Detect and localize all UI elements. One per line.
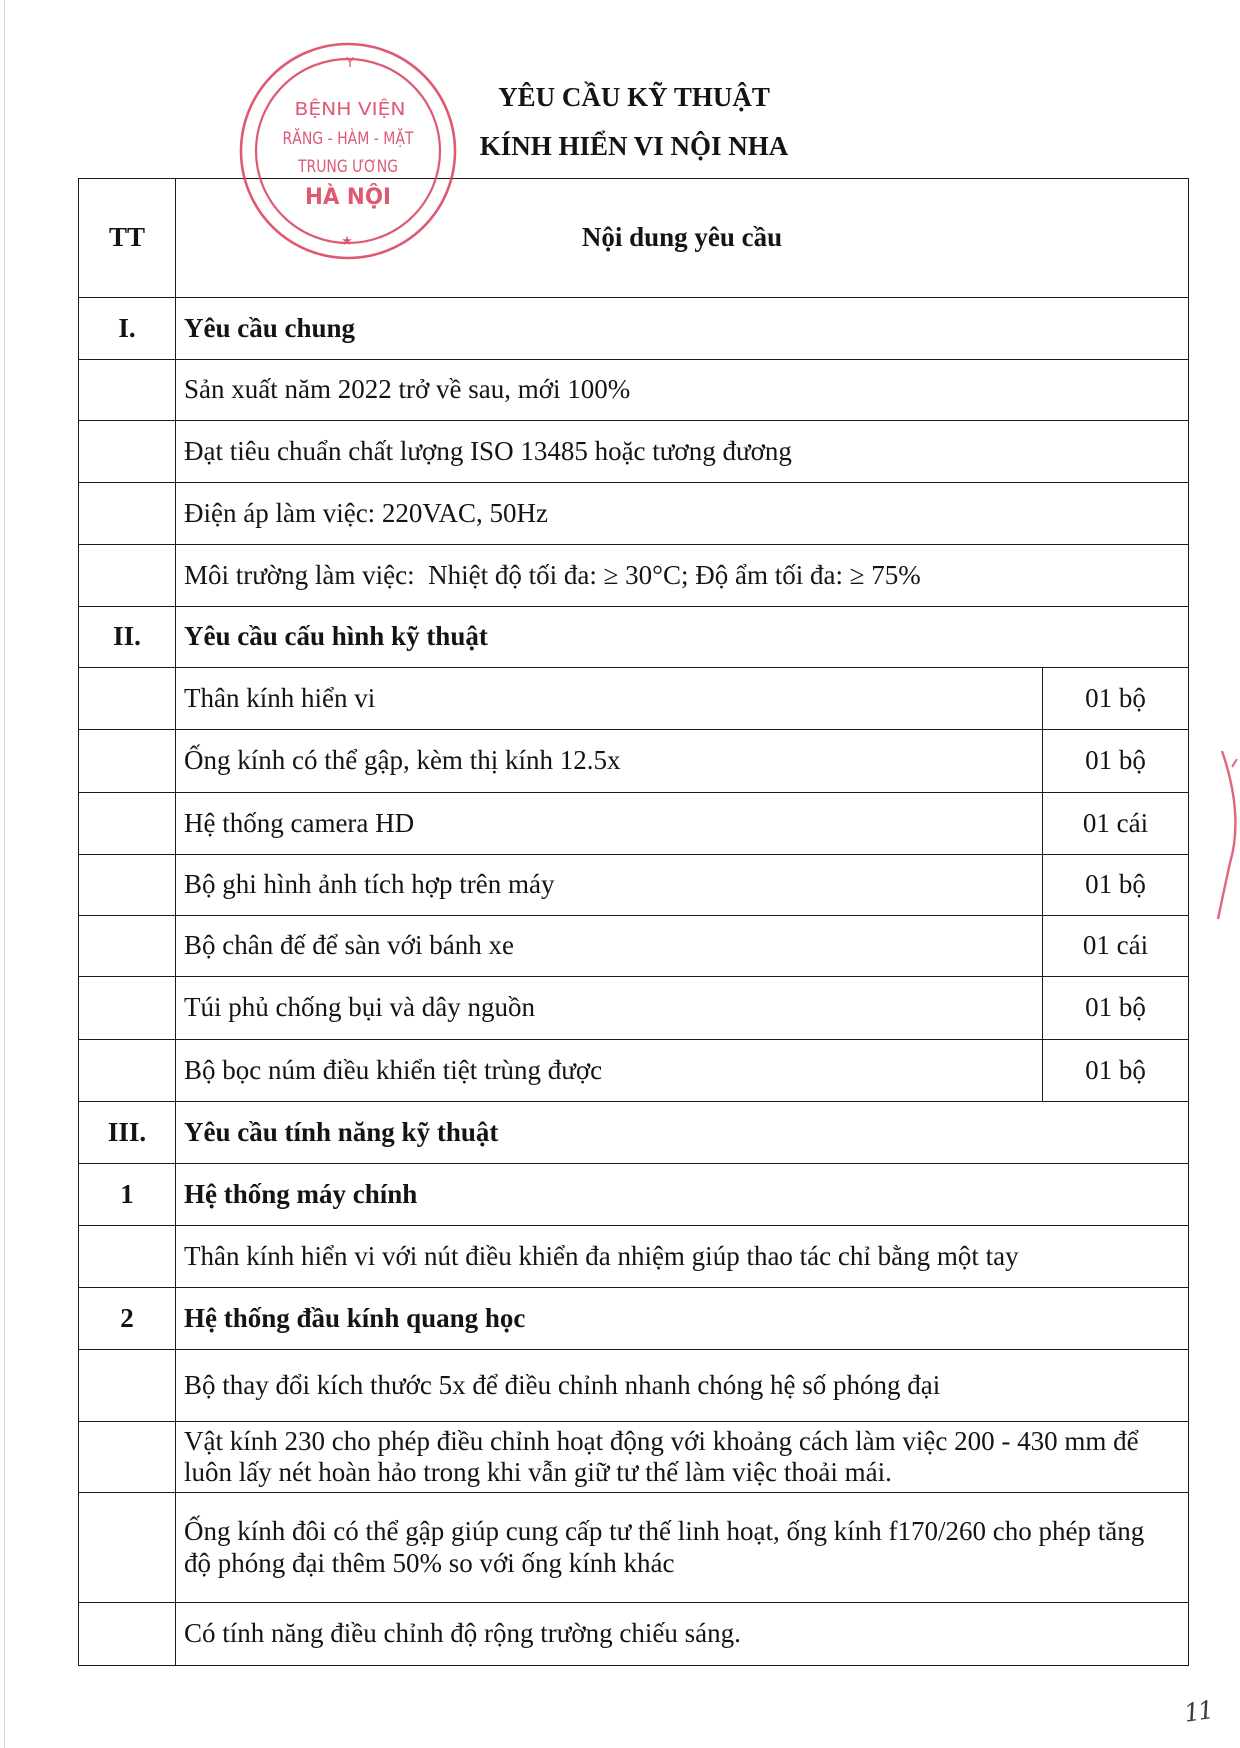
row-number-cell: [79, 977, 176, 1040]
requirement-text: Vật kính 230 cho phép điều chỉnh hoạt động với khoảng cách làm việc 200 - 430 mm để luôn lấy nét hoàn hảo trong khi vẫn giữ tư thế làm việc thoải mái.: [176, 1422, 1189, 1493]
stamp-star-icon: ★: [341, 234, 353, 249]
table-row: [79, 1164, 1189, 1226]
quantity-cell: 01 bộ: [1043, 1040, 1189, 1102]
row-number-cell: 1: [79, 1164, 176, 1226]
subsection-heading: Hệ thống đầu kính quang học: [176, 1288, 1189, 1350]
partial-stamp-mark: [1214, 745, 1240, 925]
hospital-seal-stamp: [232, 35, 464, 267]
section-heading: Yêu cầu tính năng kỹ thuật: [176, 1102, 1189, 1164]
requirement-text: Hệ thống camera HD: [176, 793, 1043, 855]
row-number-cell: II.: [79, 607, 176, 668]
quantity-cell: 01 cái: [1043, 916, 1189, 977]
requirement-text: Điện áp làm việc: 220VAC, 50Hz: [176, 483, 1189, 545]
table-row: [79, 360, 1189, 421]
table-row: [79, 855, 1189, 916]
row-number-cell: [79, 1226, 176, 1288]
stamp-line-city: HÀ NỘI: [305, 185, 394, 210]
stamp-line-central: TRUNG ƯƠNG: [297, 157, 398, 177]
row-number-cell: [79, 421, 176, 483]
requirement-text: Ống kính đôi có thể gập giúp cung cấp tư thế linh hoạt, ống kính f170/260 cho phép tăng độ phóng đại thêm 50% so với ống kính khác: [176, 1493, 1189, 1603]
row-number-cell: [79, 1040, 176, 1102]
row-number-cell: [79, 1350, 176, 1422]
requirement-text: Sản xuất năm 2022 trở về sau, mới 100%: [176, 360, 1189, 421]
row-number-cell: [79, 360, 176, 421]
section-heading: Yêu cầu cấu hình kỹ thuật: [176, 607, 1189, 668]
requirement-text: Có tính năng điều chỉnh độ rộng trường chiếu sáng.: [176, 1603, 1189, 1666]
table-row: [79, 1226, 1189, 1288]
row-number-cell: [79, 483, 176, 545]
table-row: [79, 1040, 1189, 1102]
requirement-text: Bộ bọc núm điều khiển tiệt trùng được: [176, 1040, 1043, 1102]
quantity-cell: 01 bộ: [1043, 730, 1189, 793]
table-row: [79, 1288, 1189, 1350]
row-number-cell: III.: [79, 1102, 176, 1164]
quantity-cell: 01 bộ: [1043, 855, 1189, 916]
table-row: [79, 1422, 1189, 1493]
document-title: YÊU CẦU KỸ THUẬT: [498, 82, 770, 112]
requirement-text: Bộ thay đổi kích thước 5x để điều chỉnh nhanh chóng hệ số phóng đại: [176, 1350, 1189, 1422]
table-row: [79, 1493, 1189, 1603]
row-number-cell: [79, 793, 176, 855]
stamp-line-specialty: RĂNG - HÀM - MẶT: [282, 129, 442, 149]
section-heading: Yêu cầu chung: [176, 298, 1189, 360]
quantity-cell: 01 cái: [1043, 793, 1189, 855]
requirement-text: Môi trường làm việc: Nhiệt độ tối đa: ≥ 30°C; Độ ẩm tối đa: ≥ 75%: [176, 545, 1189, 607]
table-row: [79, 298, 1189, 360]
row-number-cell: [79, 545, 176, 607]
row-number-cell: [79, 1493, 176, 1603]
table-row: [79, 977, 1189, 1040]
row-number-cell: [79, 916, 176, 977]
table-row: [79, 545, 1189, 607]
requirement-text: Túi phủ chống bụi và dây nguồn: [176, 977, 1043, 1040]
stamp-top-mark: Y: [346, 56, 354, 71]
row-number-cell: [79, 1422, 176, 1493]
requirement-text: Bộ ghi hình ảnh tích hợp trên máy: [176, 855, 1043, 916]
table-row: [79, 916, 1189, 977]
requirement-text: Thân kính hiển vi: [176, 668, 1043, 730]
requirements-table: [78, 178, 1189, 1666]
row-number-cell: [79, 1603, 176, 1666]
header-tt: TT: [79, 179, 176, 298]
requirement-text: Ống kính có thể gập, kèm thị kính 12.5x: [176, 730, 1043, 793]
table-row: [79, 1102, 1189, 1164]
table-row: [79, 421, 1189, 483]
scan-edge-line: [4, 0, 5, 1748]
requirement-text: Đạt tiêu chuẩn chất lượng ISO 13485 hoặc tương đương: [176, 421, 1189, 483]
quantity-cell: 01 bộ: [1043, 668, 1189, 730]
row-number-cell: I.: [79, 298, 176, 360]
table-row: [79, 607, 1189, 668]
row-number-cell: [79, 855, 176, 916]
table-row: [79, 793, 1189, 855]
table-row: [79, 1603, 1189, 1666]
stamp-line-hospital: BỆNH VIỆN: [294, 99, 394, 120]
table-row: [79, 730, 1189, 793]
requirement-text: Bộ chân đế để sàn với bánh xe: [176, 916, 1043, 977]
table-row: [79, 1350, 1189, 1422]
row-number-cell: [79, 730, 176, 793]
document-subtitle: KÍNH HIỂN VI NỘI NHA: [479, 131, 789, 161]
header-content: Nội dung yêu cầu: [176, 179, 1189, 298]
row-number-cell: [79, 668, 176, 730]
table-row: [79, 483, 1189, 545]
table-row: [79, 668, 1189, 730]
requirement-text: Thân kính hiển vi với nút điều khiển đa nhiệm giúp thao tác chỉ bằng một tay: [176, 1226, 1189, 1288]
row-number-cell: 2: [79, 1288, 176, 1350]
handwritten-page-number: 11: [1182, 1695, 1214, 1728]
quantity-cell: 01 bộ: [1043, 977, 1189, 1040]
subsection-heading: Hệ thống máy chính: [176, 1164, 1189, 1226]
